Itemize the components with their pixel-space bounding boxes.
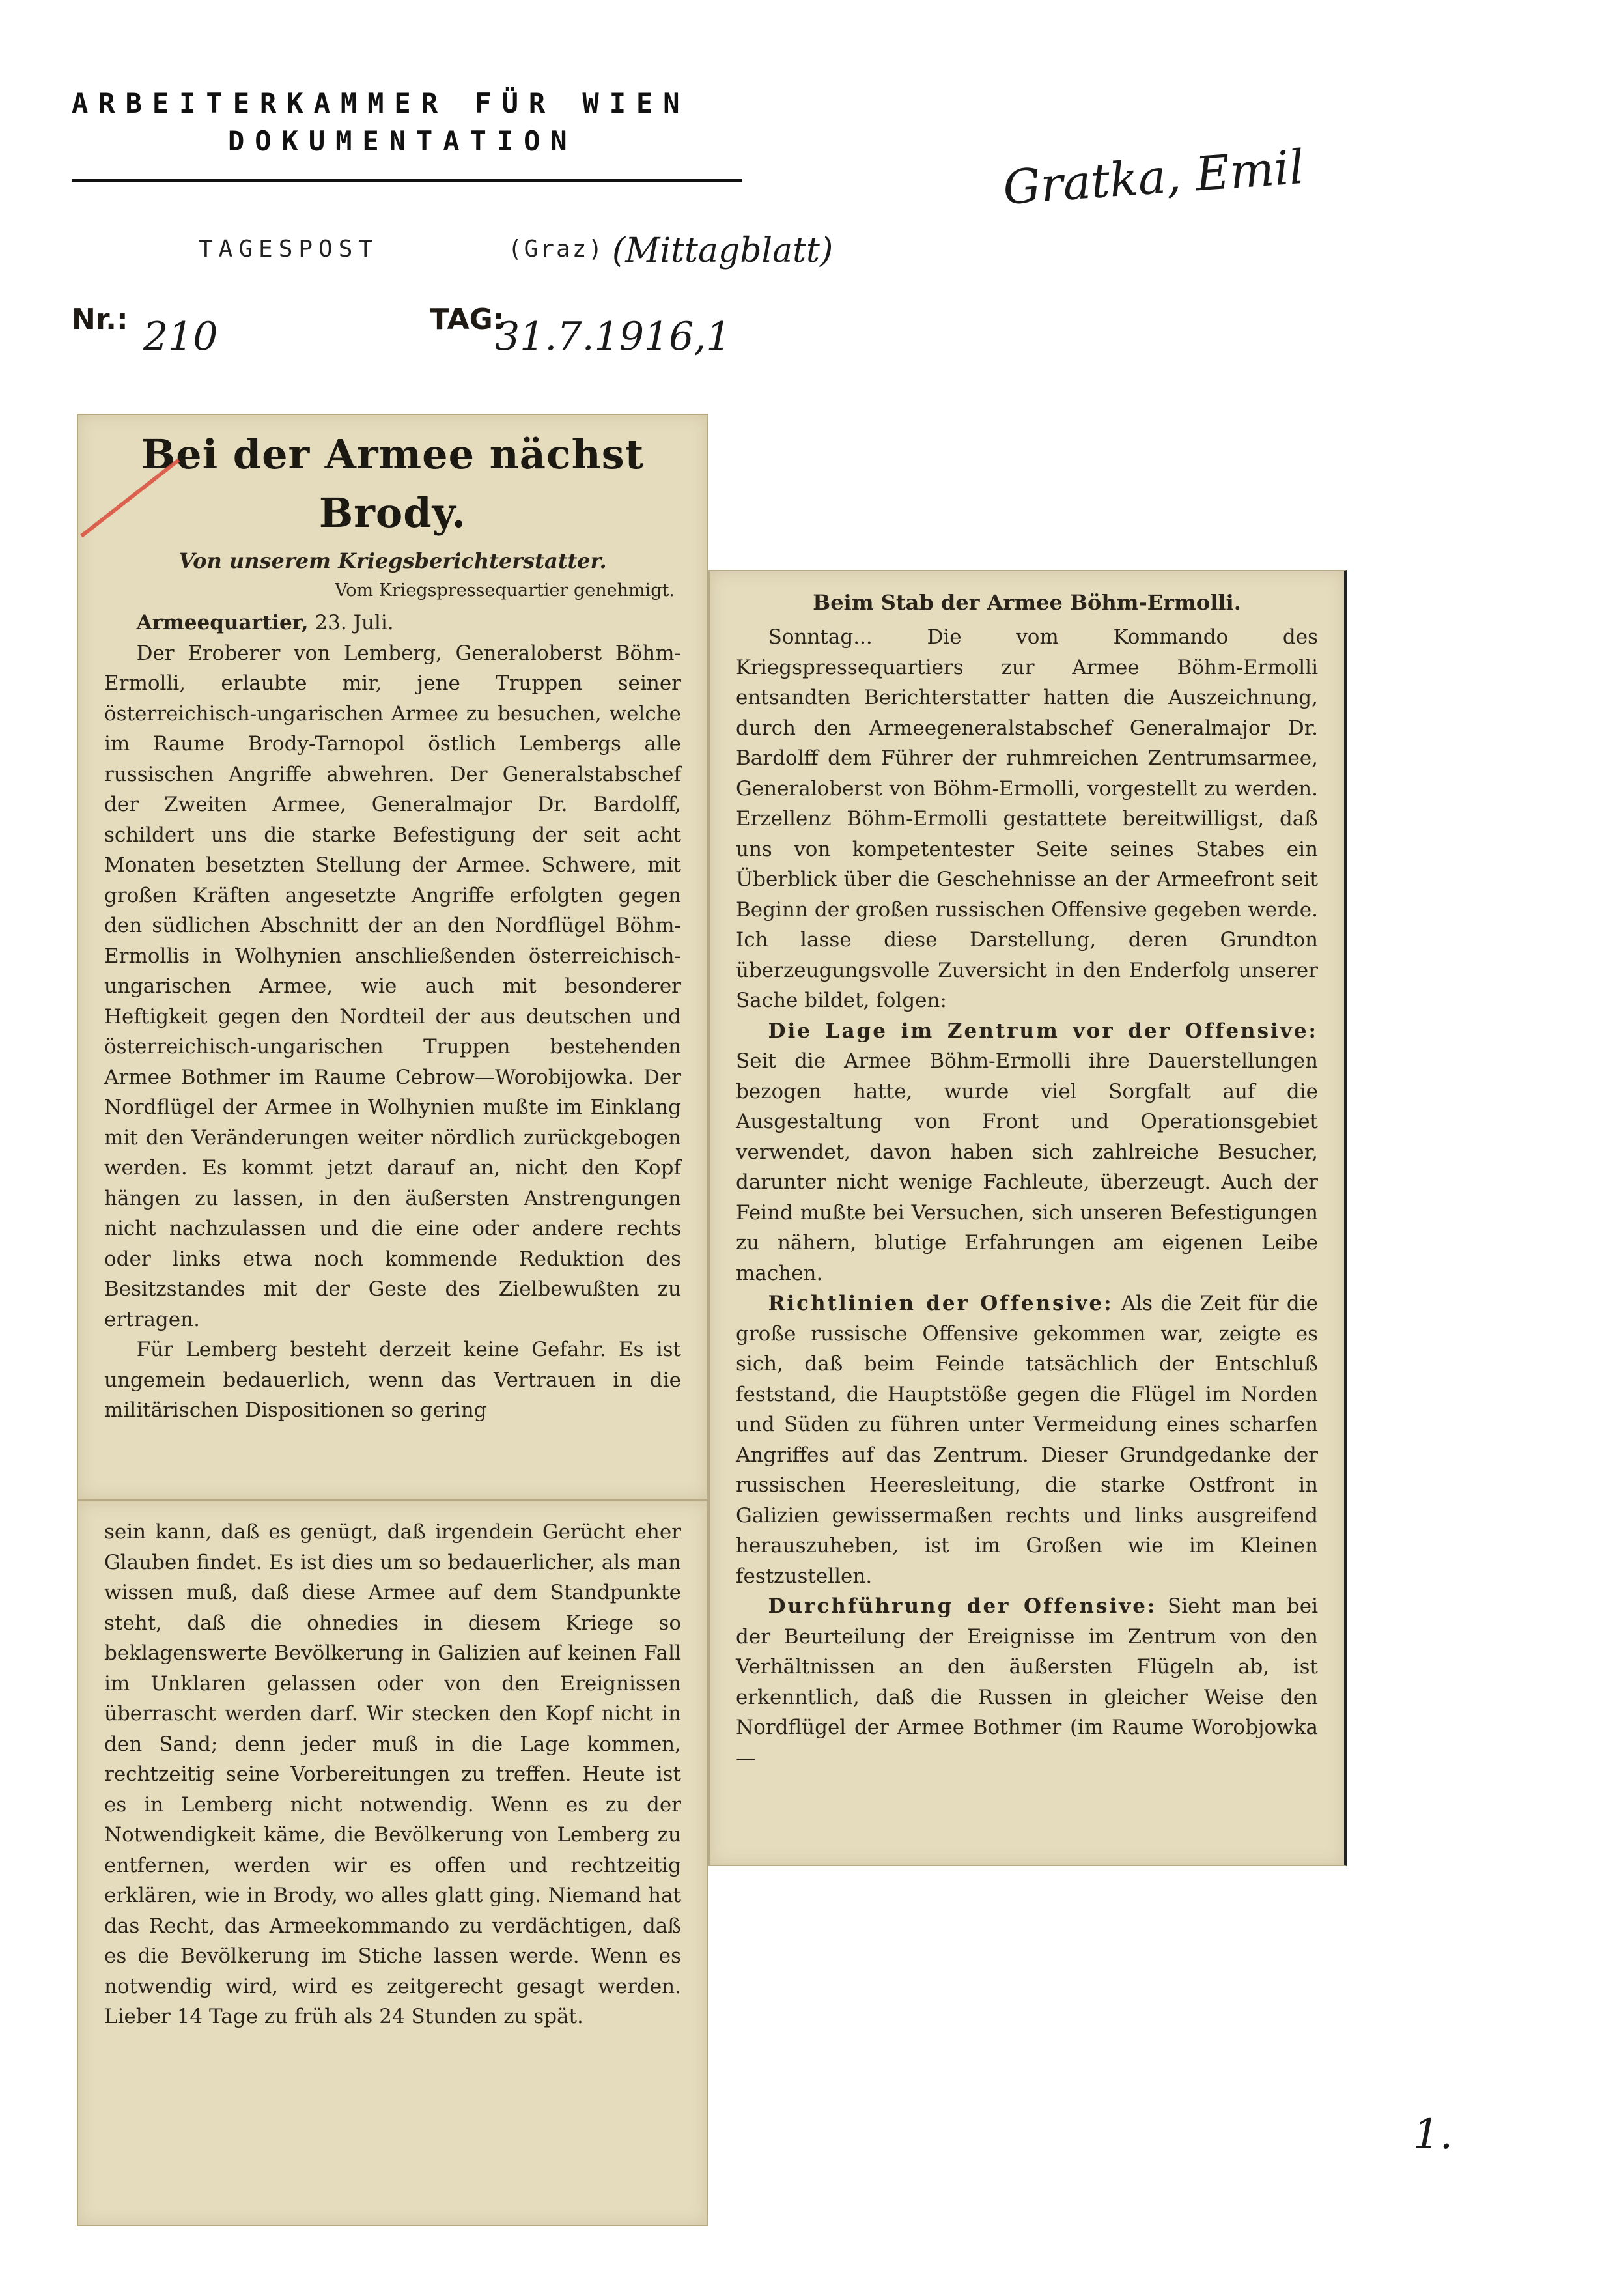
- article-title: Bei der Armee nächst Brody.: [141, 431, 645, 537]
- dateline-place: Armeequartier,: [136, 611, 309, 634]
- newspaper-name: TAGESPOST: [199, 236, 379, 262]
- clipping-column-3: [708, 570, 1347, 1866]
- article-byline: Von unserem Kriegsberichterstatter.: [178, 548, 607, 573]
- clipping-column-1: [77, 414, 708, 1500]
- section-paragraph-2: [736, 1016, 1318, 1289]
- section-paragraph-3-text: Als die Zeit für die große russische Offensive gekommen war, zeigte es sich, daß beim Feinde tatsächlich der Entschluß feststand, die Hauptstöße gegen die Flügel im Norden und Süden zu führen unter Vermeidung eines scharfen Angriffes auf das Zentrum. Dieser Grundgedanke der russischen Heeresleitung, die starke Ostfront in Galizien gewissermaßen rechts und links ausgreifend herauszuheben, ist im Großen wie im Kleinen festzustellen.: [736, 1292, 1318, 1588]
- article-paragraph-2: Für Lemberg besteht derzeit keine Gefahr. Es ist ungemein bedauerlich, wenn das Vertrauen in die militärischen Dispositionen so gering: [104, 1338, 681, 1422]
- subheading-execution: Durchführung der Offensive:: [768, 1594, 1157, 1618]
- date-handwritten: 31.7.1916,1: [495, 314, 731, 360]
- dateline-date: 23. Juli.: [315, 611, 394, 634]
- section-paragraph-2-text: Seit die Armee Böhm-Ermolli ihre Dauerstellungen bezogen hatte, wurde viel Sorgfalt auf die Ausgestaltung von Front und Operationsgebiet verwendet, davon haben sich zahlreiche Besucher, darunter nicht wenige Fachleute, überzeugt. Auch der Feind mußte bei Versuchen, sich unseren Befestigungen zu nähern, blutige Erfahrungen am eigenen Leibe machen.: [736, 1049, 1318, 1285]
- censorship-approval: Vom Kriegspressequartier genehmigt.: [335, 580, 675, 601]
- header-rule: [72, 179, 742, 182]
- archive-header: [72, 85, 690, 160]
- article-paragraph-1: Der Eroberer von Lemberg, Generaloberst Böhm-Ermolli, erlaubte mir, jene Truppen seiner österreichisch-ungarischen Armee zu besuchen, welche im Raume Brody-Tarnopol östlich Lembergs alle russischen Angriffe abwehren. Der Generalstabschef der Zweiten Armee, Generalmajor Dr. Bardolff, schildert uns die starke Befestigung der seit acht Monaten besetzten Stellung der Armee. Schwere, mit großen Kräften angesetzte Angriffe erfolgten gegen den südlichen Abschnitt der an den Nordflügel Böhm-Ermollis in Wolhynien anschließenden österreichisch-ungarischen Armee, wie auch mit besonderer Heftigkeit gegen den Nordteil der aus deutschen und österreichisch-ungarischen Truppen bestehenden Armee Bothmer im Raume Cebrow—Worobijowka. Der Nordflügel der Armee in Wolhynien mußte im Einklang mit den Veränderungen weiter nördlich zurückgebogen werden. Es kommt jetzt darauf an, nicht den Kopf hängen zu lassen, in den äußersten Anstrengungen nicht nachzulassen und die eine oder andere rechts oder links etwa noch kommende Reduktion des Besitzstandes mit der Geste des Zielbewußten zu ertragen.: [104, 641, 681, 1331]
- archive-department: DOKUMENTATION: [228, 125, 578, 157]
- section-paragraph-4: [736, 1591, 1318, 1773]
- section-paragraph-4-text: Sieht man bei der Beurteilung der Ereignisse im Zentrum von den Verhältnissen an den äußersten Flügeln ab, ist erkenntlich, daß die Russen in gleicher Weise den Nordflügel der Armee Bothmer (im Raume Worobjowka—: [736, 1594, 1319, 1770]
- archive-name: ARBEITERKAMMER FÜR WIEN: [72, 87, 690, 119]
- dateline: [104, 608, 681, 638]
- section-paragraph-1: Sonntag... Die vom Kommando des Kriegspressequartiers zur Armee Böhm-Ermolli entsandten Berichterstatter hatten die Auszeichnung, durch den Armeegeneralstabschef Generalmajor Dr. Bardolff dem Führer der ruhmreichen Zentrumsarmee, Generaloberst von Böhm-Ermolli, vorgestellt zu werden. Erzellenz Böhm-Ermolli gestattete bereitwilligst, daß uns von kompetentester Seite seines Stabes ein Überblick über die Geschehnisse an der Armeefront seit Beginn der großen russischen Offensive gegeben werde. Ich lasse diese Darstellung, deren Grundton überzeugungsvolle Zuversicht in den Enderfolg unserer Sache bildet, folgen:: [736, 625, 1318, 1012]
- article-paragraph-3: sein kann, daß es genügt, daß irgendein Gerücht eher Glauben findet. Es ist dies um so bedauerlicher, als man wissen muß, daß diese Armee auf dem Standpunkte steht, daß die ohnedies in diesem Kriege so beklagenswerte Bevölkerung in Galizien auf keinen Fall im Unklaren gelassen oder von den Ereignissen überrascht werden darf. Wir stecken den Kopf nicht in den Sand; denn jeder muß in die Lage kommen, rechtzeitig seine Vorbereitungen zu treffen. Heute ist es in Lemberg nicht notwendig. Wenn es zu der Notwendigkeit käme, die Bevölkerung von Lemberg zu entfernen, werden wir es offen und rechtzeitig erklären, wie in Brody, wo alles glatt ging. Niemand hat das Recht, das Armeekommando zu verdächtigen, daß es die Bevölkerung im Stiche lassen werde. Wenn es notwendig wird, wird es zeitgerecht gesagt werden. Lieber 14 Tage zu früh als 24 Stunden zu spät.: [104, 1520, 681, 2028]
- clipping-column-2: [77, 1500, 708, 2226]
- edition-handwritten: (Mittagblatt): [612, 231, 834, 270]
- number-label: Nr.:: [72, 303, 128, 336]
- number-handwritten: 210: [143, 314, 218, 360]
- page-number: 1.: [1413, 2110, 1453, 2159]
- section-paragraph-3: [736, 1288, 1318, 1591]
- section-title: Beim Stab der Armee Böhm-Ermolli.: [813, 590, 1241, 615]
- date-label: TAG:: [430, 303, 505, 336]
- subheading-situation: Die Lage im Zentrum vor der Offensive:: [768, 1019, 1318, 1043]
- subheading-guidelines: Richtlinien der Offensive:: [768, 1292, 1114, 1315]
- newspaper-place: (Graz): [508, 236, 605, 262]
- author-handwritten: Gratka, Emil: [1001, 139, 1306, 216]
